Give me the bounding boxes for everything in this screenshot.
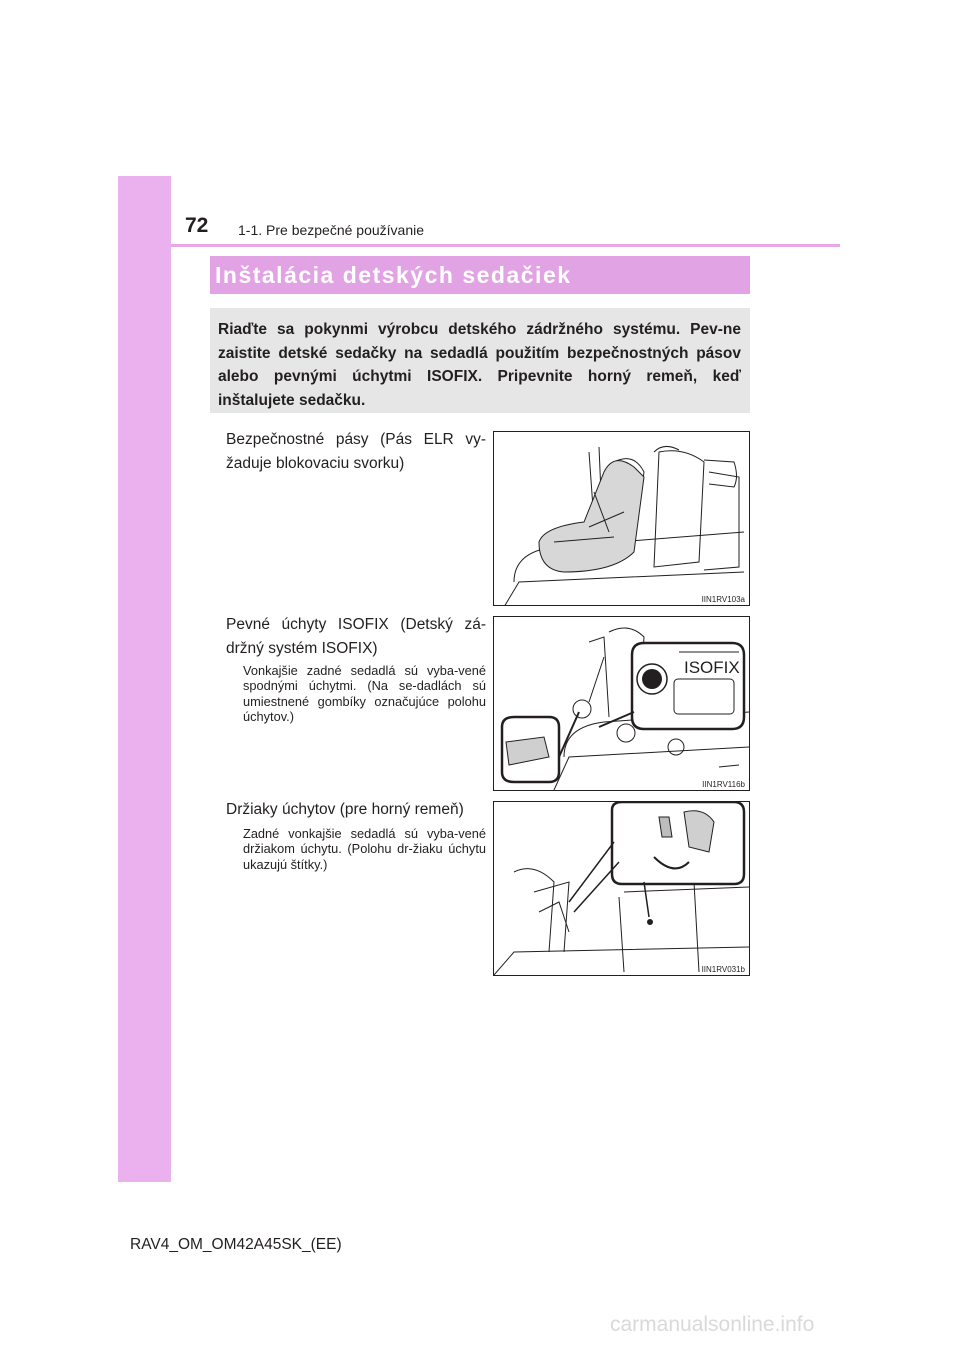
isofix-callout-label: ISOFIX: [684, 658, 740, 677]
page-heading: Inštalácia detských sedačiek: [215, 262, 572, 288]
figure-tether-anchor: [493, 801, 750, 976]
figure-seat-belt-install: [493, 431, 750, 606]
figure-code: IIN1RV103a: [701, 595, 745, 604]
tether-anchor-illustration: [494, 802, 749, 975]
figure-code: IIN1RV031b: [701, 965, 745, 974]
watermark: carmanualsonline.info: [610, 1313, 815, 1336]
item-isofix-title: Pevné úchyty ISOFIX (Detský zá-držný systém ISOFIX): [226, 616, 486, 657]
figure-isofix-anchors: [493, 616, 750, 791]
chapter-sidebar-tab: [118, 176, 171, 1182]
item-isofix-description: Vonkajšie zadné sedadlá sú vyba-vené spodnými úchytmi. (Na se-dadlách sú umiestnené gombíky označujúce polohu úchytov.): [243, 663, 486, 725]
item-tether-anchor-description: Zadné vonkajšie sedadlá sú vyba-vené držiakom úchytu. (Polohu dr-žiaku úchytu ukazujú štítky.): [243, 826, 486, 872]
intro-text: Riaďte sa pokynmi výrobcu detského zádržného systému. Pev-ne zaistite detské sedačky na sedadlá použitím bezpečnostných pásov alebo pevnými úchytmi ISOFIX. Pripevnite horný remeň, keď inštalujete sedačku.: [218, 321, 741, 409]
isofix-seat-illustration: [494, 617, 749, 790]
figure-code: IIN1RV116b: [702, 780, 745, 789]
page-number: 72: [185, 214, 209, 237]
item-seat-belts-title: Bezpečnostné pásy (Pás ELR vy-žaduje blokovaciu svorku): [226, 431, 486, 472]
footer-document-code: RAV4_OM_OM42A45SK_(EE): [130, 1236, 342, 1253]
child-seat-on-seat-illustration: [494, 432, 749, 605]
item-tether-anchor-title: Držiaky úchytov (pre horný remeň): [226, 801, 464, 818]
section-title: 1-1. Pre bezpečné používanie: [238, 222, 425, 238]
header-rule: [171, 244, 840, 247]
